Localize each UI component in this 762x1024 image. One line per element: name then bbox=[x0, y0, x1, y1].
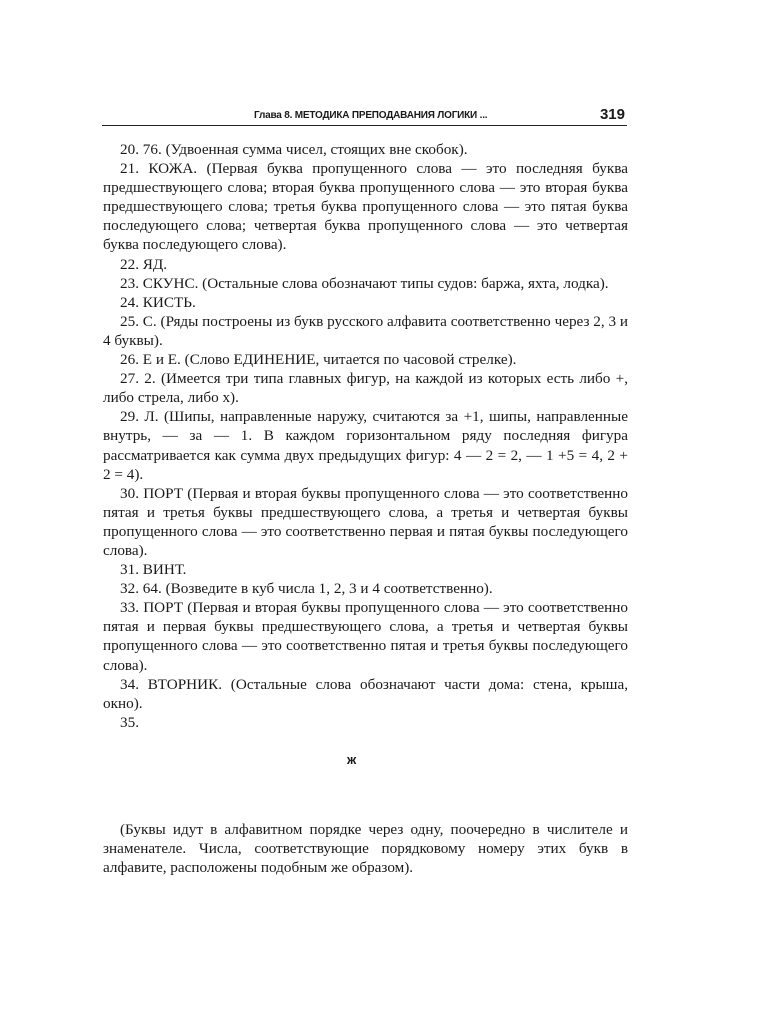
answer-27: 27. 2. (Имеется три типа главных фигур, на каждой из которых есть либо +, либо стрела, либо x). bbox=[103, 370, 628, 407]
answer-24: 24. КИСТЬ. bbox=[120, 293, 196, 311]
answer-26: 26. Е и Е. (Слово ЕДИНЕНИЕ, читается по часовой стрелке). bbox=[120, 351, 517, 369]
answer-31: 31. ВИНТ. bbox=[120, 561, 187, 579]
answer-34: 34. ВТОРНИК. (Остальные слова обозначают части дома: стена, крыша, окно). bbox=[103, 675, 628, 712]
header-rule bbox=[102, 125, 627, 126]
answer-23: 23. СКУНС. (Остальные слова обозначают типы судов: баржа, яхта, лодка). bbox=[120, 274, 609, 292]
page-number: 319 bbox=[599, 106, 625, 123]
answer-25: 25. С. (Ряды построены из букв русского алфавита соответственно через 2, 3 и 4 буквы). bbox=[103, 312, 628, 349]
chapter-title: Глава 8. МЕТОДИКА ПРЕПОДАВАНИЯ ЛОГИКИ ... bbox=[254, 110, 488, 121]
explanation-paragraph: (Буквы идут в алфавитном порядке через одну, поочередно в числителе и знаменателе. Числа, соответствующие порядковому номеру этих букв в алфавите, расположены подобным же образом). bbox=[103, 821, 628, 877]
answer-22: 22. ЯД. bbox=[120, 255, 168, 273]
answer-30: 30. ПОРТ (Первая и вторая буквы пропущенного слова — это соответственно пятая и третья буквы предшествующего слова, а третья и четвертая буквы пропущенного слова — это соответственно первая и пятая буквы последующего слова). bbox=[103, 484, 628, 559]
answer-33: 33. ПОРТ (Первая и вторая буквы пропущенного слова — это соответственно пятая и первая буквы предшествующего слова, а третья и четвертая буквы пропущенного слова — это соответственно пятая и третья буквы последующего слова). bbox=[103, 599, 628, 674]
answer-20: 20. 76. (Удвоенная сумма чисел, стоящих вне скобок). bbox=[120, 141, 468, 158]
answer-29: 29. Л. (Шипы, направленные наружу, считаются за +1, шипы, направленные внутрь, — за — 1. В каждом горизонтальном ряду последняя фигура рассматривается как сумма двух предыдущих фигур: 4 — 2 = 2, — 1 +5 = 4, 2 + 2 = 4). bbox=[103, 408, 628, 483]
answer-35-explanation bbox=[103, 820, 628, 877]
answer-21: 21. КОЖА. (Первая буква пропущенного слова — это последняя буква предшествующего слова; вторая буква пропущенного слова — это вторая буква предшествующего слова; третья буква пропущенного слова — это пятая буква последующего слова; четвертая буква пропущенного слова — это четвертая буква последующего слова). bbox=[103, 160, 628, 254]
answer-32: 32. 64. (Возведите в куб числа 1, 2, 3 и 4 соответственно). bbox=[120, 580, 493, 598]
figure-symbol: ж bbox=[347, 752, 357, 767]
answers-list bbox=[103, 140, 628, 732]
answer-35: 35. bbox=[120, 713, 139, 731]
running-header bbox=[102, 108, 627, 130]
